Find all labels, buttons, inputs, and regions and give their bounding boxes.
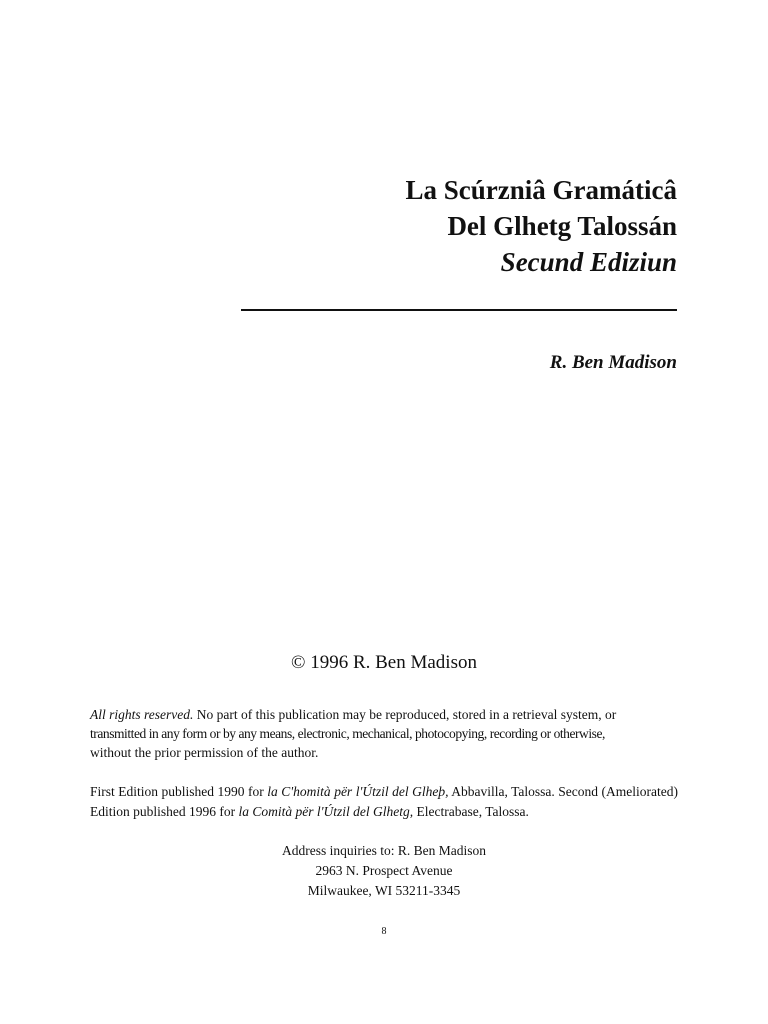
address-block	[0, 841, 768, 901]
editions-publisher-2: la Comità për l'Útzil del Glhetg,	[238, 804, 414, 819]
editions-text-1: First Edition published 1990 for	[90, 784, 268, 799]
rights-line-3: without the prior permission of the author.	[90, 745, 319, 760]
title-subtitle: Secund Ediziun	[500, 247, 677, 277]
rights-line-1	[90, 705, 678, 724]
address-line-3: Milwaukee, WI 53211-3345	[307, 883, 461, 898]
title-line-1: La Scúrzniâ Gramáticâ	[405, 175, 677, 205]
rights-line-1-text: No part of this publication may be reproduced, stored in a retrieval system, or	[193, 707, 617, 722]
title-block	[406, 172, 677, 280]
copyright-notice: © 1996 R. Ben Madison	[291, 652, 477, 673]
editions-text-3: Electrabase, Talossa.	[413, 804, 529, 819]
title-line-2: Del Glhetg Talossán	[447, 211, 677, 241]
editions-publisher-1: la C'homità për l'Útzil del Glheþ,	[267, 784, 449, 799]
rights-paragraph	[90, 705, 678, 762]
horizontal-rule	[241, 309, 677, 311]
address-line-1: Address inquiries to: R. Ben Madison	[282, 843, 486, 858]
author-name: R. Ben Madison	[549, 352, 677, 373]
rights-line-2: transmitted in any form or by any means, electronic, mechanical, photocopying, recording or otherwise,	[90, 726, 605, 741]
editions-text-2: Abbavilla, Talossa. Second (Ameliorated) Edition published 1996 for	[90, 784, 678, 819]
editions-paragraph	[90, 782, 678, 822]
page-number: 8	[381, 926, 387, 937]
rights-lead: All rights reserved.	[90, 707, 194, 722]
address-line-2: 2963 N. Prospect Avenue	[315, 863, 453, 878]
